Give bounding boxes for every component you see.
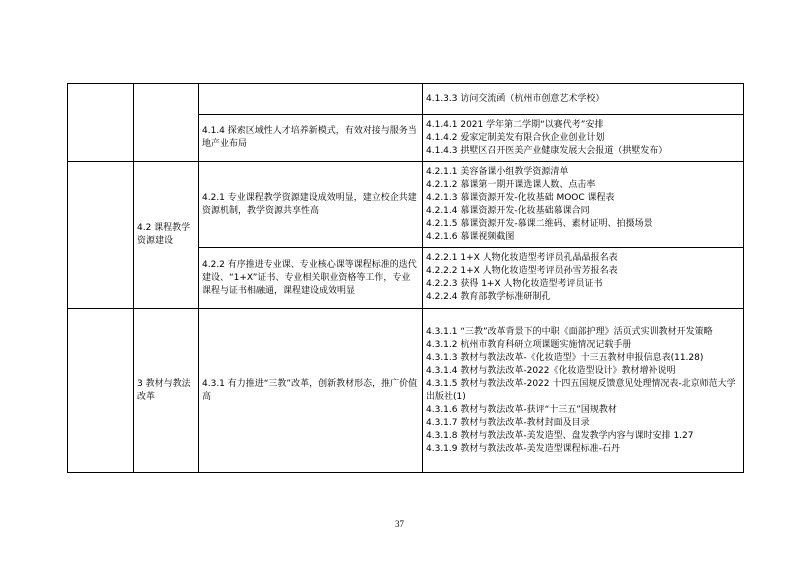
task-cell (199, 248, 423, 309)
sub-item: 4.3.1.2 杭州市教育科研立项课题实施情况记载手册 (426, 339, 632, 350)
sub-item: 4.3.1.9 教材与教法改革-美发造型课程标准-石丹 (426, 443, 620, 454)
sub-item: 4.3.1.1 “三教”改革背景下的中职《面部护理》活页式实训教材开发策略 (426, 326, 713, 337)
page-number: 37 (395, 519, 404, 529)
empty-cell (134, 84, 199, 162)
sub-items-cell (423, 115, 744, 162)
sub-item: 4.3.1.7 教材与教法改革-教材封面及目录 (426, 417, 590, 428)
sub-item: 4.2.2.3 获得 1+X 人物化妆造型考评员证书 (426, 279, 603, 289)
task-text: 4.2.2 有序推进专业课、专业核心课等课程标准的迭代建设、“1+X”证书、专业相关职业资格等工作，专业课程与证书相融通，课程建设成效明显 (202, 259, 417, 296)
task-cell (199, 309, 423, 473)
sub-item: 4.1.4.1 2021 学年第二学期“以赛代考”安排 (426, 119, 604, 130)
task-cell (199, 115, 423, 162)
sub-item: 4.3.1.8 教材与教法改革-美发造型、盘发教学内容与课时安排 1.27 (426, 430, 694, 441)
sub-item: 4.2.1.3 慕课资源开发-化妆基础 MOOC 课程表 (426, 192, 615, 203)
task-text: 4.2.1 专业课程教学资源建设成效明显，建立校企共建资源机制，教学资源共享性高 (202, 192, 417, 216)
empty-cell (199, 84, 423, 115)
task-cell (199, 162, 423, 248)
category-cell (134, 309, 199, 473)
sub-item: 4.1.3.3 访问交流函（杭州市创意艺术学校） (426, 93, 605, 104)
table-row (68, 162, 744, 248)
sub-item: 4.2.1.1 美容备课小组教学资源清单 (426, 166, 569, 177)
sub-item: 4.3.1.6 教材与教法改革-获评“十三五”国规教材 (426, 404, 617, 415)
table-row (68, 309, 744, 473)
table-row (68, 84, 744, 115)
sub-items-cell (423, 309, 744, 473)
sub-items-cell (423, 84, 744, 115)
category-text: 4.2 课程教学资源建设 (137, 223, 191, 246)
sub-item: 4.2.1.5 慕课资源开发-慕课二维码、素材证明、拍摄场景 (426, 218, 653, 229)
sub-item: 4.3.1.5 教材与教法改革-2022 十四五国规反馈意见处理情况表-北京师范大学出版社(1) (426, 378, 736, 402)
empty-cell (68, 162, 134, 309)
task-text: 4.1.4 探索区域性人才培养新模式，有效对接与服务当地产业布局 (202, 126, 417, 149)
sub-item: 4.1.4.2 爱家定制美发有限合伙企业创业计划 (426, 132, 605, 143)
sub-item: 4.2.1.6 慕课视频截图 (426, 231, 515, 242)
category-cell (134, 162, 199, 309)
sub-item: 4.2.2.4 教育部教学标准研制孔 (426, 292, 551, 302)
sub-item: 4.3.1.3 教材与教法改革-《化妆造型》十三五教材申报信息表(11.28) (426, 352, 704, 363)
sub-items-cell (423, 162, 744, 248)
sub-items-cell (423, 248, 744, 309)
sub-item: 4.3.1.4 教材与教法改革-2022《化妆造型设计》教材增补说明 (426, 365, 676, 376)
evidence-table (67, 83, 744, 473)
empty-cell (68, 84, 134, 162)
sub-item: 4.2.2.1 1+X 人物化妆造型考评员孔晶晶报名表 (426, 253, 618, 263)
sub-item: 4.2.1.4 慕课资源开发-化妆基础慕课合同 (426, 205, 590, 216)
sub-item: 4.2.2.2 1+X 人物化妆造型考评员孙雪芳报名表 (426, 266, 618, 276)
sub-item: 4.1.4.3 拱墅区召开医美产业健康发展大会报道（拱墅发布） (426, 145, 668, 156)
empty-cell (68, 309, 134, 473)
task-text: 4.3.1 有力推进“三教”改革，创新教材形态，推广价值高 (202, 378, 418, 402)
category-text: 3 教材与教法改革 (137, 378, 191, 402)
sub-item: 4.2.1.2 慕课第一期开课选课人数、点击率 (426, 179, 596, 190)
